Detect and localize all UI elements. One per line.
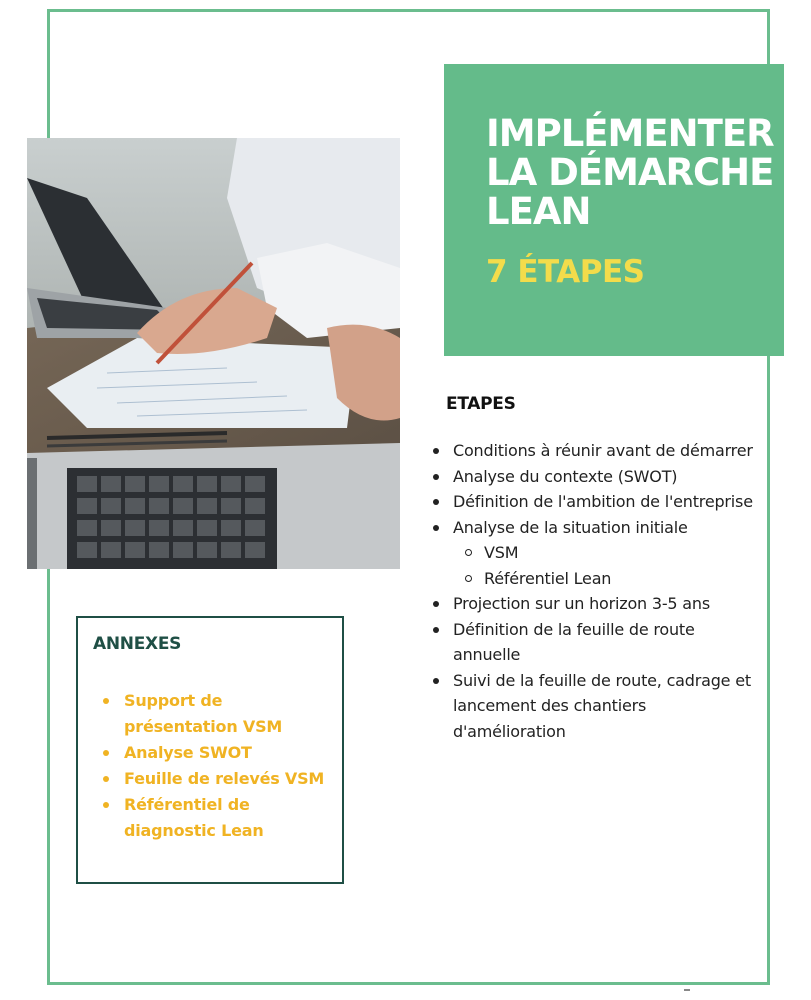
steps-item-label: Conditions à réunir avant de démarrer [453,441,753,460]
page-mark [684,989,690,991]
steps-item [430,591,760,617]
bullet-icon [103,698,109,704]
hollow-bullet-icon [465,549,472,556]
page-title [486,114,776,231]
steps-subitem [453,540,760,566]
steps-subitem-label: Référentiel Lean [484,568,612,588]
steps-item-label: Analyse du contexte (SWOT) [453,466,678,486]
bullet-icon [433,601,439,607]
steps-item [430,464,760,490]
annexes-item-label: Analyse SWOT [124,743,252,762]
steps-subitem-label: VSM [484,543,519,562]
steps-item-label: Définition de la feuille de route annuelle [453,619,695,664]
hollow-bullet-icon [465,575,472,582]
bullet-icon [433,525,439,531]
steps-subitem [453,566,760,592]
annexes-box [76,616,344,884]
bullet-icon [433,627,439,633]
title-panel [444,64,784,356]
annexes-item [98,766,328,792]
page-subtitle: 7 ÉTAPES [486,254,645,290]
bullet-icon [433,448,439,454]
steps-list [430,438,760,744]
bullet-icon [103,776,109,782]
annexes-heading: ANNEXES [93,634,182,654]
title-line: IMPLÉMENTER [486,112,774,155]
bullet-icon [433,678,439,684]
steps-item-label: Projection sur un horizon 3-5 ans [453,594,710,613]
steps-item [430,668,760,745]
steps-item [430,617,760,668]
annexes-list [98,688,328,844]
title-line: LA DÉMARCHE [486,151,774,194]
steps-item [430,438,760,464]
steps-heading: ETAPES [446,394,516,414]
annexes-item-label: Support de présentation VSM [124,691,283,736]
annexes-item [98,792,328,844]
annexes-item [98,740,328,766]
steps-item [430,489,760,515]
bullet-icon [103,750,109,756]
annexes-item [98,688,328,740]
steps-item-label: Suivi de la feuille de route, cadrage et lancement des chantiers d'amélioration [453,670,751,741]
bullet-icon [103,802,109,808]
bullet-icon [433,499,439,505]
annexes-item-label: Feuille de relevés VSM [124,769,325,788]
steps-item-label: Définition de l'ambition de l'entreprise [453,492,753,511]
steps-item [430,515,760,592]
title-line: LEAN [486,190,591,233]
photo-hands-writing-laptop [27,138,400,569]
steps-item-label: Analyse de la situation initiale [453,517,688,537]
steps-sublist [453,540,760,591]
annexes-item-label: Référentiel de diagnostic Lean [124,795,264,840]
bullet-icon [433,474,439,480]
